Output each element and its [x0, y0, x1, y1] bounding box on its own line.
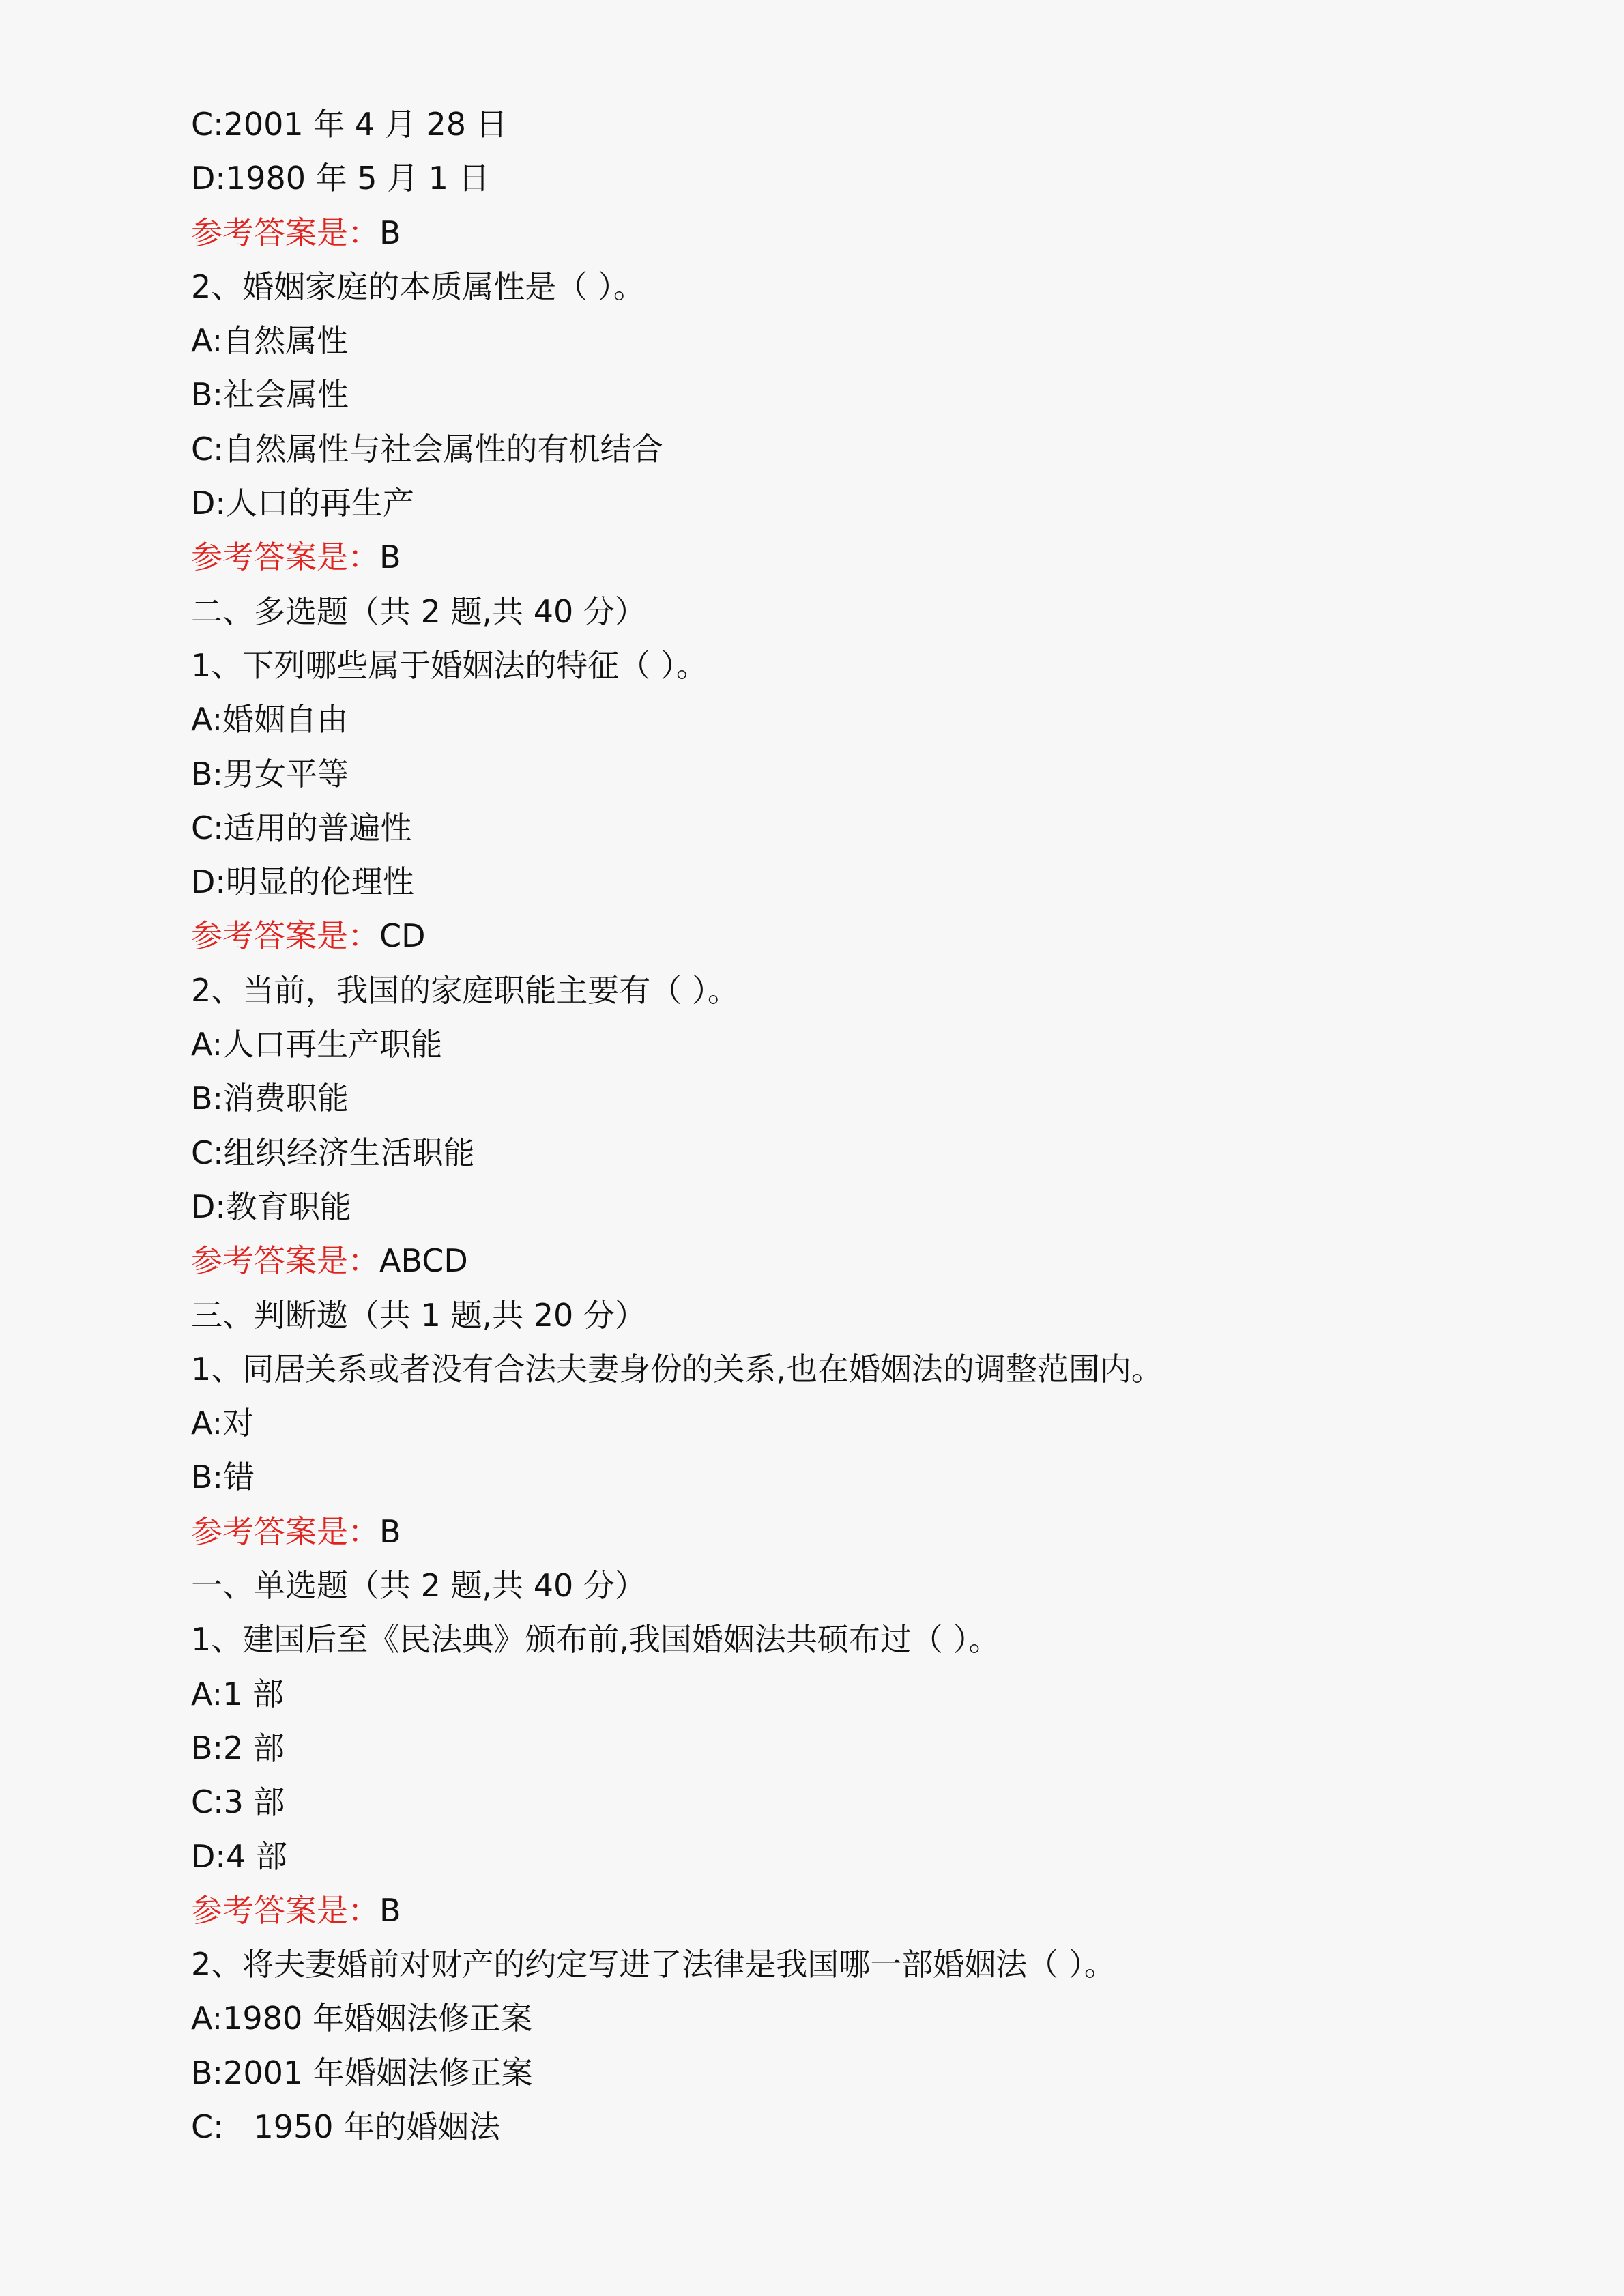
option-line: D:1980 年 5 月 1 日 [191, 160, 490, 197]
answer-label: 参考答案是： [191, 1242, 379, 1280]
option-line: D:人口的再生产 [191, 485, 414, 522]
option-line: D:教育职能 [191, 1188, 351, 1225]
answer-line [191, 206, 1488, 260]
option-line: B:2 部 [191, 1729, 285, 1766]
question-line: 2、当前，我国的家庭职能主要有（ ）。 [191, 971, 739, 1009]
option-line: C:3 部 [191, 1783, 285, 1821]
answer-line [191, 909, 1488, 963]
answer-label: 参考答案是： [191, 1891, 379, 1929]
option-line: B:消费职能 [191, 1080, 349, 1117]
option-line: B:社会属性 [191, 376, 349, 414]
section-heading: 三、判断遨（共 1 题,共 20 分） [191, 1296, 646, 1334]
option-line: C: 1950 年的婚姻法 [191, 2108, 501, 2145]
option-line: A:婚姻自由 [191, 701, 349, 738]
answer-label: 参考答案是： [191, 1512, 379, 1550]
option-line: A:自然属性 [191, 322, 349, 360]
option-line: B:错 [191, 1459, 255, 1496]
answer-line [191, 530, 1488, 584]
option-line: A:人口再生产职能 [191, 1026, 443, 1063]
answer-value: B [379, 539, 401, 576]
option-line: D:明显的伦理性 [191, 863, 414, 901]
answer-value: CD [379, 917, 426, 955]
option-line: A:1 部 [191, 1675, 285, 1712]
section-heading: 二、多选题（共 2 题,共 40 分） [191, 592, 646, 630]
document-body [191, 98, 1488, 2154]
answer-label: 参考答案是： [191, 214, 379, 251]
answer-line [191, 1505, 1488, 1559]
option-line: D:4 部 [191, 1837, 287, 1875]
question-line: 1、建国后至《民法典》颁布前,我国婚姻法共硕布过（ ）。 [191, 1621, 1000, 1659]
answer-value: B [379, 1512, 401, 1550]
option-line: A:对 [191, 1405, 255, 1442]
option-line: B:2001 年婚姻法修正案 [191, 2054, 533, 2091]
option-line: C:自然属性与社会属性的有机结合 [191, 430, 663, 468]
answer-value: B [379, 214, 401, 251]
answer-line [191, 1234, 1488, 1288]
question-line: 2、婚姻家庭的本质属性是（ ）。 [191, 268, 645, 305]
option-line: C:组织经济生活职能 [191, 1134, 475, 1171]
option-line: A:1980 年婚姻法修正案 [191, 2000, 532, 2037]
option-line: C:适用的普遍性 [191, 809, 412, 846]
answer-label: 参考答案是： [191, 539, 379, 576]
answer-label: 参考答案是： [191, 917, 379, 955]
option-line: B:男女平等 [191, 755, 349, 792]
answer-line [191, 1884, 1488, 1938]
answer-value: B [379, 1891, 401, 1929]
section-heading: 一、单选题（共 2 题,共 40 分） [191, 1567, 646, 1605]
option-line: C:2001 年 4 月 28 日 [191, 106, 508, 143]
question-line: 2、将夫妻婚前对财产的约定写进了法律是我国哪一部婚姻法（ ）。 [191, 1946, 1116, 1983]
question-line: 1、同居关系或者没有合法夫妻身份的关系,也在婚姻法的调整范围内。 [191, 1350, 1163, 1388]
answer-value: ABCD [379, 1242, 468, 1280]
question-line: 1、下列哪些属于婚姻法的特征（ ）。 [191, 646, 708, 684]
